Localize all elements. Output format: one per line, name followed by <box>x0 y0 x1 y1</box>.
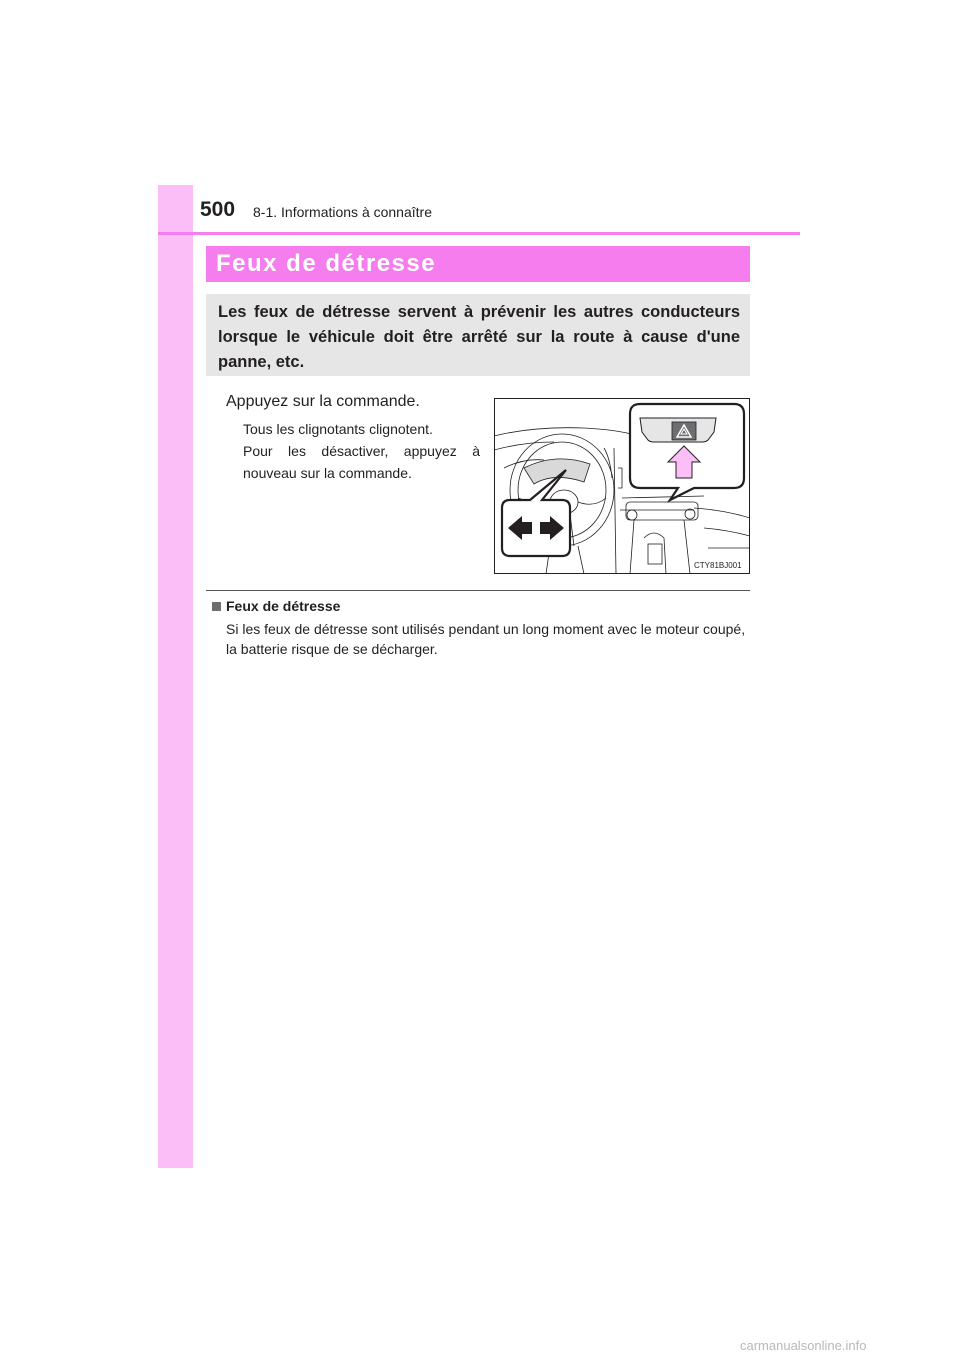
section-divider <box>206 590 750 591</box>
intro-text: Les feux de détresse servent à prévenir les autres conducteurs lorsque le véhicule doit être arrêté sur la route à cause d'une panne, etc. <box>218 303 740 371</box>
side-band <box>158 185 193 1168</box>
header-rule <box>158 232 800 235</box>
note-body: Si les feux de détresse sont utilisés pendant un long moment avec le moteur coupé, la batterie risque de se décharger. <box>226 621 746 657</box>
dashboard-illustration <box>494 398 750 574</box>
note-heading-text: Feux de détresse <box>226 598 341 614</box>
square-bullet-icon <box>212 602 221 611</box>
instruction-detail-1: Tous les clignotants clignotent. <box>243 421 433 437</box>
instruction-main: Appuyez sur la commande. <box>226 393 420 410</box>
figure-code: CTY81BJ001 <box>694 561 742 570</box>
chapter-title: 8-1. Informations à connaître <box>253 204 432 220</box>
section-title: Feux de détresse <box>216 250 437 277</box>
instruction-detail-2: Pour les désactiver, appuyez à nouveau sur la commande. <box>243 443 480 481</box>
watermark: carmanualsonline.info <box>740 1338 867 1353</box>
note-heading <box>212 598 340 614</box>
page-number: 500 <box>200 198 236 221</box>
intro-box <box>206 294 750 376</box>
section-title-bar <box>206 246 750 282</box>
